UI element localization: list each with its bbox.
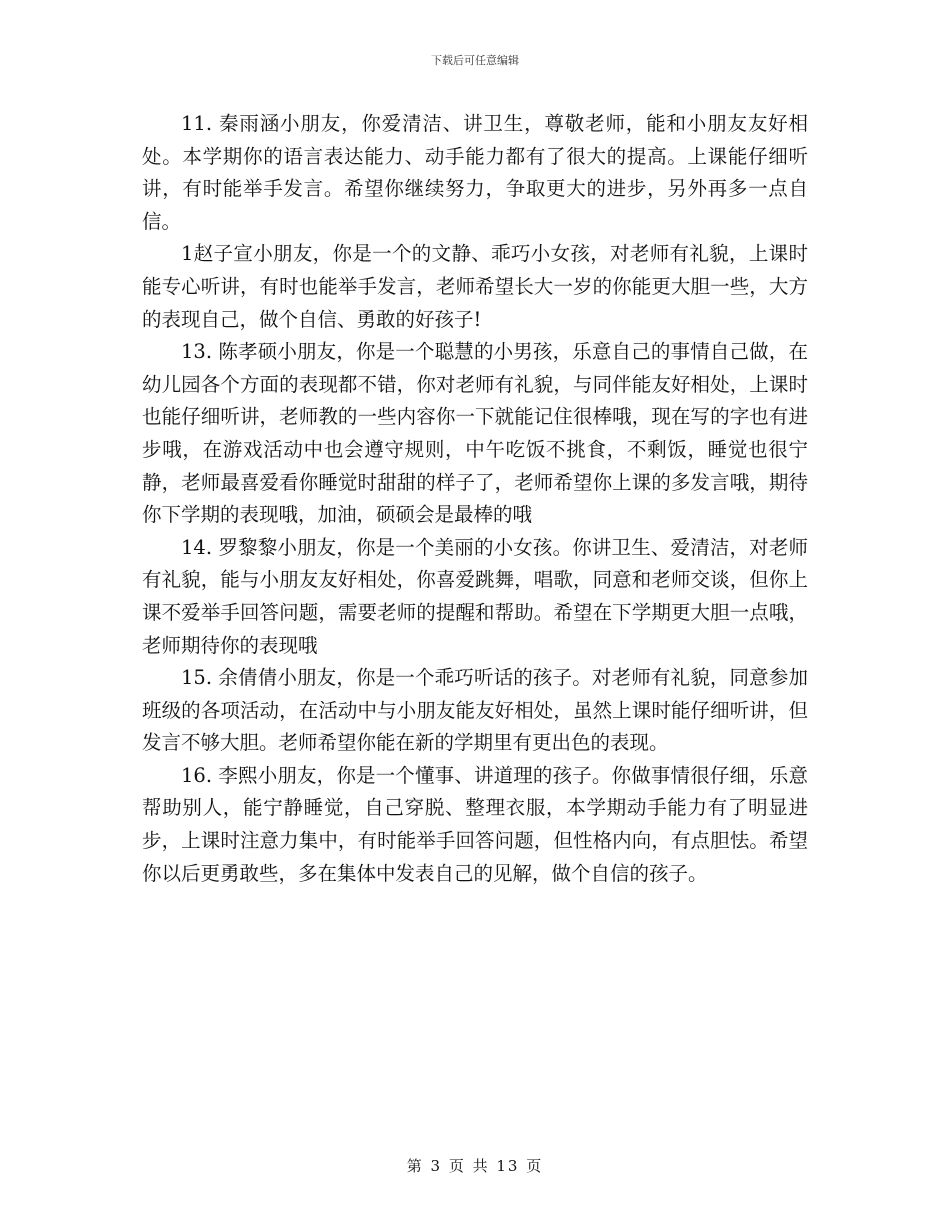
comment-paragraph-14: 14. 罗黎黎小朋友，你是一个美丽的小女孩。你讲卫生、爱清洁，对老师有礼貌，能与小朋友友好相处，你喜爱跳舞，唱歌，同意和老师交谈，但你上课不爱举手回答问题，需要老师的提醒和帮助。希望在下学期更大胆一点哦，老师期待你的表现哦 — [142, 535, 808, 657]
comment-paragraph-15: 15. 余倩倩小朋友，你是一个乖巧听话的孩子。对老师有礼貌，同意参加班级的各项活动，在活动中与小朋友能友好相处，虽然上课时能仔细听讲，但发言不够大胆。老师希望你能在新的学期里有更出色的表现。 — [142, 666, 808, 755]
comment-paragraph-12: 1赵子宣小朋友，你是一个的文静、乖巧小女孩，对老师有礼貌，上课时能专心听讲，有时也能举手发言，老师希望长大一岁的你能更大胆一些，大方的表现自己，做个自信、勇敢的好孩子! — [142, 242, 808, 331]
document-body — [142, 108, 808, 890]
page-number-footer: 第 3 页 共 13 页 — [406, 1157, 544, 1175]
comment-paragraph-11: 11. 秦雨涵小朋友，你爱清洁、讲卫生，尊敬老师，能和小朋友友好相处。本学期你的语言表达能力、动手能力都有了很大的提高。上课能仔细听讲，有时能举手发言。希望你继续努力，争取更大的进步，另外再多一点自信。 — [142, 112, 808, 233]
page-header: 下载后可任意编辑 — [431, 54, 519, 67]
comment-paragraph-13: 13. 陈孝硕小朋友，你是一个聪慧的小男孩，乐意自己的事情自己做，在幼儿园各个方面的表现都不错，你对老师有礼貌，与同伴能友好相处，上课时也能仔细听讲，老师教的一些内容你一下就能记住很棒哦，现在写的字也有进步哦，在游戏活动中也会遵守规则，中午吃饭不挑食，不剩饭，睡觉也很宁静，老师最喜爱看你睡觉时甜甜的样子了，老师希望你上课的多发言哦，期待你下学期的表现哦，加油，硕硕会是最棒的哦 — [142, 340, 808, 527]
comment-paragraph-16: 16. 李熙小朋友，你是一个懂事、讲道理的孩子。你做事情很仔细，乐意帮助别人，能宁静睡觉，自己穿脱、整理衣服，本学期动手能力有了明显进步，上课时注意力集中，有时能举手回答问题，但性格内向，有点胆怯。希望你以后更勇敢些，多在集体中发表自己的见解，做个自信的孩子。 — [142, 763, 808, 885]
